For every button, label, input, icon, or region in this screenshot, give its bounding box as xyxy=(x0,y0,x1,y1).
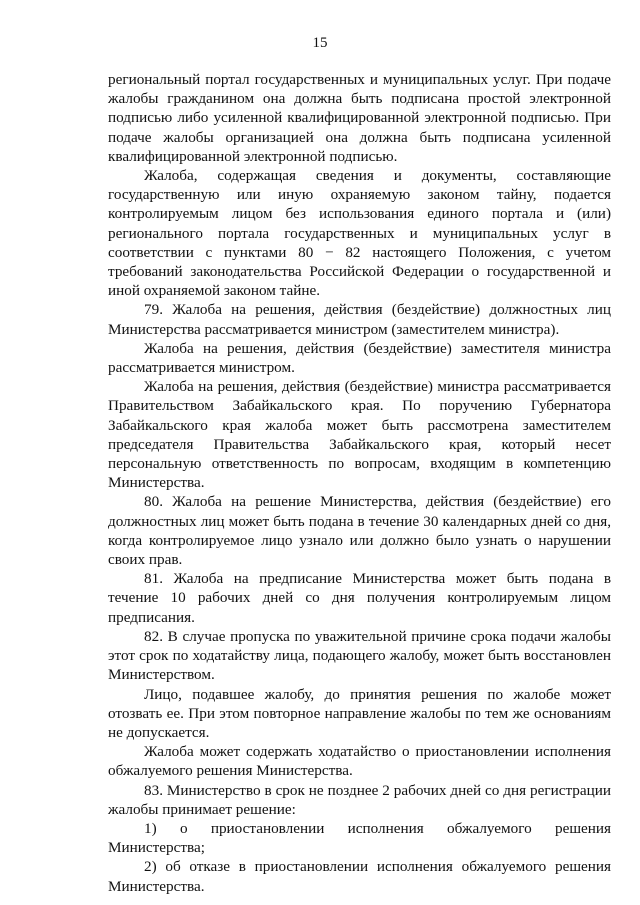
list-item-1: 1) о приостановлении исполнения обжалуемого решения Министерства; xyxy=(108,819,611,857)
paragraph-minister-complaint: Жалоба на решения, действия (бездействие) министра рассматривается Правительством Забайкальского края. По поручению Губернатора Забайкальского края жалоба может быть рассмотрена заместителем председателя Правительства Забайкальского края, который несет персональную ответственность по вопросам, входящим в компетенцию Министерства. xyxy=(108,378,611,492)
paragraph-deputy-minister-complaint: Жалоба на решения, действия (бездействие) заместителя министра рассматривается министром. xyxy=(108,339,611,377)
paragraph-item-83: 83. Министерство в срок не позднее 2 рабочих дней со дня регистрации жалобы принимает решение: xyxy=(108,781,611,818)
paragraph-item-80: 80. Жалоба на решение Министерства, действия (бездействие) его должностных лиц может быть подана в течение 30 календарных дней со дня, когда контролируемое лицо узнало или должно было узнать о нарушении своих прав. xyxy=(108,493,611,569)
paragraph-portal-signature: региональный портал государственных и муниципальных услуг. При подаче жалобы гражданином она должна быть подписана простой электронной подписью либо усиленной квалифицированной электронной подписью. При подаче жалобы организацией она должна быть подписана усиленной квалифицированной электронной подписью. xyxy=(108,71,611,165)
paragraph-item-82: 82. В случае пропуска по уважительной причине срока подачи жалобы этот срок по ходатайству лица, подающего жалобу, может быть восстановлен Министерством. xyxy=(108,627,611,684)
paragraph-withdraw-complaint: Лицо, подавшее жалобу, до принятия решения по жалобе может отозвать ее. При этом повторное направление жалобы по тем же основаниям не допускается. xyxy=(108,685,611,741)
paragraph-item-79: 79. Жалоба на решения, действия (бездействие) должностных лиц Министерства рассматривается министром (заместителем министра). xyxy=(108,301,611,338)
paragraph-secret-information: Жалоба, содержащая сведения и документы, составляющие государственную или иную охраняемую законом тайну, подается контролируемым лицом без использования единого портала и (или) регионального портала государственных и муниципальных услуг в соответствии с пунктами 80 − 82 настоящего Положения, с учетом требований законодательства Российской Федерации о государственной и иной охраняемой законом тайне. xyxy=(108,167,611,300)
paragraph-item-81: 81. Жалоба на предписание Министерства может быть подана в течение 10 рабочих дней со дня получения контролируемым лицом предписания. xyxy=(108,570,611,626)
document-body xyxy=(108,70,611,896)
paragraph-suspension-request: Жалоба может содержать ходатайство о приостановлении исполнения обжалуемого решения Министерства. xyxy=(108,743,611,780)
list-item-2: 2) об отказе в приостановлении исполнения обжалуемого решения Министерства. xyxy=(108,858,611,895)
page-number: 15 xyxy=(312,35,328,51)
